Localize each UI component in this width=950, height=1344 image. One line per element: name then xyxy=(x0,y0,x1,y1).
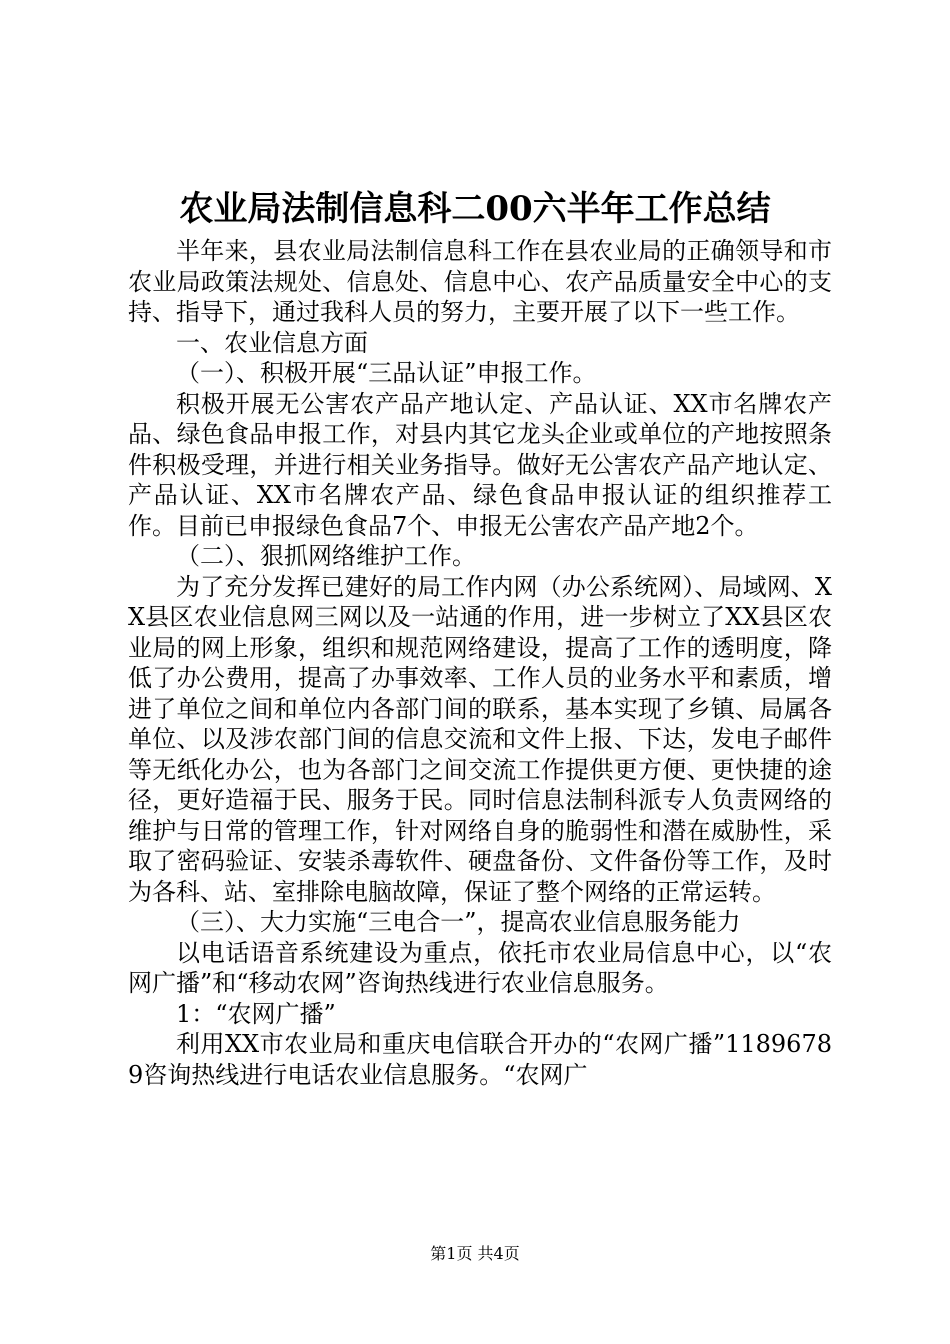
subsection-heading-2: （二）、狠抓网络维护工作。 xyxy=(176,542,476,570)
section-heading-agri-info: 一、农业信息方面 xyxy=(176,328,368,357)
paragraph-broadcast: 利用XX市农业局和重庆电信联合开办的“农网广播”11896789咨询热线进行电话农业信息服务。“农网广 xyxy=(128,1030,832,1089)
paragraph-voice-system: 以电话语音系统建设为重点，依托市农业局信息中心，以“农网广播”和“移动农网”咨询热线进行农业信息服务。 xyxy=(128,938,832,997)
page-footer: 第1页 共4页 xyxy=(430,1244,520,1263)
document-body xyxy=(128,236,832,1090)
subsection-heading-1: （一）、积极开展“三品认证”申报工作。 xyxy=(176,359,597,387)
paragraph-intro: 半年来，县农业局法制信息科工作在县农业局的正确领导和市农业局政策法规处、信息处、信息中心、农产品质量安全中心的支持、指导下，通过我科人员的努力，主要开展了以下一些工作。 xyxy=(128,237,832,326)
subsection-heading-3: （三）、大力实施“三电合一”，提高农业信息服务能力 xyxy=(176,908,741,936)
item-heading-1: 1：“农网广播” xyxy=(176,999,336,1028)
paragraph-network: 为了充分发挥已建好的局工作内网（办公系统网）、局域网、XX县区农业信息网三网以及一站通的作用，进一步树立了XX县区农业局的网上形象，组织和规范网络建设，提高了工作的透明度，降低了办公费用，提高了办事效率、工作人员的业务水平和素质，增进了单位之间和单位内各部门间的联系，基本实现了乡镇、局属各单位、以及涉农部门间的信息交流和文件上报、下达，发电子邮件等无纸化办公，也为各部门之间交流工作提供更方便、更快捷的途径，更好造福于民、服务于民。同时信息法制科派专人负责网络的维护与日常的管理工作，针对网络自身的脆弱性和潜在威胁性，采取了密码验证、安装杀毒软件、硬盘备份、文件备份等工作，及时为各科、站、室排除电脑故障，保证了整个网络的正常运转。 xyxy=(128,572,832,906)
document-title: 农业局法制信息科二00六半年工作总结 xyxy=(179,189,771,229)
paragraph-certification: 积极开展无公害农产品产地认定、产品认证、XX市名牌农产品、绿色食品申报工作，对县内其它龙头企业或单位的产地按照条件积极受理，并进行相关业务指导。做好无公害农产品产地认定、产品认证、XX市名牌农产品、绿色食品申报认证的组织推荐工作。目前已申报绿色食品7个、申报无公害农产品产地2个。 xyxy=(128,389,832,540)
